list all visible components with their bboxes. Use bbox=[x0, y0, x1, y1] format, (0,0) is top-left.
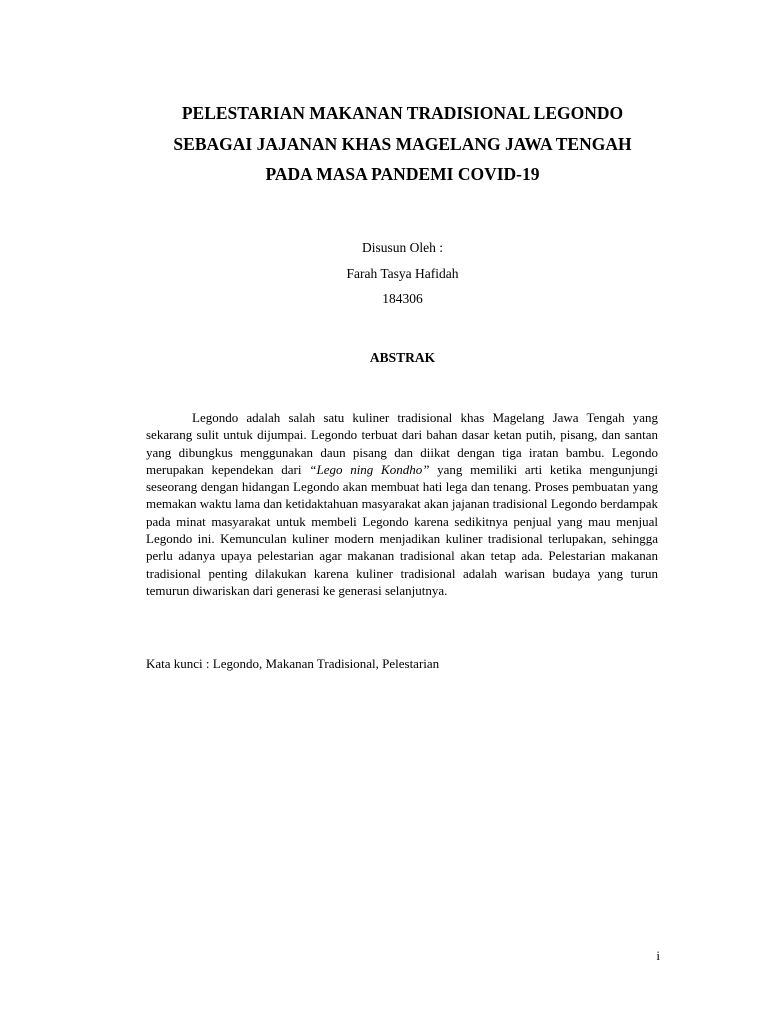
page-number: i bbox=[656, 948, 660, 963]
title-line-3: PADA MASA PANDEMI COVID-19 bbox=[265, 164, 540, 184]
abstract-heading: ABSTRAK bbox=[369, 350, 436, 365]
author-id: 184306 bbox=[382, 291, 423, 306]
title-line-1: PELESTARIAN MAKANAN TRADISIONAL LEGONDO bbox=[181, 103, 624, 123]
abstract-text-part-2: yang memiliki arti ketika mengunjungi seseorang dengan hidangan Legondo akan membuat hati lega dan tenang. Proses pembuatan yang memakan waktu lama dan ketidaktahuan masyarakat akan jajanan tradisional Legondo berdampak pada minat masyarakat untuk membeli Legondo karena sedikitnya penjual yang mau menjual Legondo ini. Kemunculan kuliner modern menjadikan kuliner tradisional terlupakan, sehingga perlu adanya upaya pelestarian agar makanan tradisional akan tetap ada. Pelestarian makanan tradisional penting dilakukan karena kuliner tradisional adalah warisan budaya yang turun temurun diwariskan dari generasi ke generasi selanjutnya. bbox=[146, 461, 658, 598]
keywords-line: Kata kunci : Legondo, Makanan Tradisional, Pelestarian bbox=[146, 656, 440, 671]
abstract-paragraph bbox=[146, 409, 658, 599]
author-name: Farah Tasya Hafidah bbox=[346, 266, 459, 281]
author-label: Disusun Oleh : bbox=[362, 240, 443, 255]
abstract-text-part-1: Legondo adalah salah satu kuliner tradisional khas Magelang Jawa Tengah yang sekarang sulit untuk dijumpai. Legondo terbuat dari bahan dasar ketan putih, pisang, dan santan yang dibungkus menggunakan daun pisang dan diikat dengan tiga iratan bambu. Legondo merupakan kependekan dari bbox=[146, 410, 658, 477]
title-line-2: SEBAGAI JAJANAN KHAS MAGELANG JAWA TENGAH bbox=[173, 134, 632, 154]
abstract-italic-phrase: “Lego ning Kondho” bbox=[309, 461, 430, 477]
